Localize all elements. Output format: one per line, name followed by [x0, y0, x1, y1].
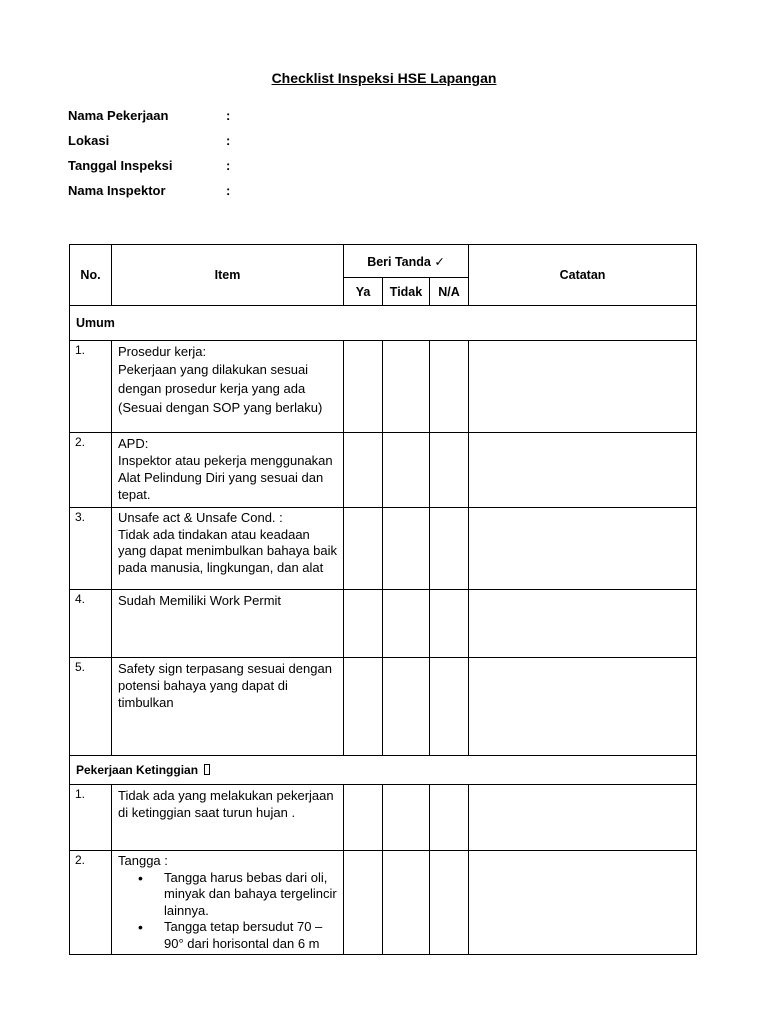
- header-catatan: Catatan: [469, 245, 697, 306]
- row-item: [112, 851, 344, 955]
- ya-cell[interactable]: [344, 785, 383, 851]
- meta-label: Nama Inspektor: [68, 183, 166, 198]
- meta-colon: :: [226, 183, 231, 198]
- document-title: Checklist Inspeksi HSE Lapangan: [271, 70, 497, 86]
- table-row: [70, 433, 697, 508]
- item-text: Sudah Memiliki Work Permit: [118, 593, 282, 608]
- section-title-cell: [70, 756, 697, 785]
- item-heading: Unsafe act & Unsafe Cond. :: [118, 510, 283, 525]
- section-title: Pekerjaan Ketinggian: [76, 763, 199, 777]
- placeholder-box-icon: [204, 764, 210, 775]
- meta-colon: :: [226, 133, 231, 148]
- item-text: Tidak ada tindakan atau keadaan yang dapat menimbulkan bahaya baik pada manusia, lingkungan, dan alat: [118, 526, 337, 575]
- item-heading: APD:: [118, 436, 149, 451]
- meta-label: Tanggal Inspeksi: [68, 158, 173, 173]
- catatan-cell[interactable]: [469, 508, 697, 590]
- header-tidak: Tidak: [383, 278, 430, 306]
- tidak-cell[interactable]: [383, 341, 430, 433]
- table-row: [70, 590, 697, 658]
- catatan-cell[interactable]: [469, 341, 697, 433]
- item-text: Pekerjaan yang dilakukan sesuai dengan prosedur kerja yang ada (Sesuai dengan SOP yang berlaku): [118, 362, 323, 415]
- section-row: [70, 306, 697, 341]
- ya-cell[interactable]: [344, 851, 383, 955]
- meta-row-nama-pekerjaan: [68, 108, 236, 133]
- bullet-list: [118, 870, 339, 953]
- row-item: [112, 785, 344, 851]
- na-cell[interactable]: [430, 658, 469, 756]
- tidak-cell[interactable]: [383, 658, 430, 756]
- catatan-cell[interactable]: [469, 433, 697, 508]
- na-cell[interactable]: [430, 433, 469, 508]
- header-item: Item: [112, 245, 344, 306]
- item-text: Tidak ada yang melakukan pekerjaan di ketinggian saat turun hujan .: [118, 788, 334, 820]
- ya-cell[interactable]: [344, 341, 383, 433]
- row-number: 4.: [70, 590, 112, 658]
- ya-cell[interactable]: [344, 658, 383, 756]
- meta-row-tanggal-inspeksi: [68, 158, 236, 183]
- header-na: N/A: [430, 278, 469, 306]
- meta-row-lokasi: [68, 133, 236, 158]
- row-item: [112, 341, 344, 433]
- row-number: 1.: [70, 785, 112, 851]
- row-item: [112, 508, 344, 590]
- ya-cell[interactable]: [344, 590, 383, 658]
- row-number: 2.: [70, 851, 112, 955]
- meta-fields: [68, 108, 236, 208]
- tidak-cell[interactable]: [383, 433, 430, 508]
- item-heading: Prosedur kerja:: [118, 344, 207, 359]
- tidak-cell[interactable]: [383, 590, 430, 658]
- header-beri-tanda: [344, 245, 469, 278]
- checkmark-icon: ✓: [434, 254, 445, 269]
- row-number: 2.: [70, 433, 112, 508]
- meta-colon: :: [226, 108, 231, 123]
- table-row: [70, 658, 697, 756]
- table-row: [70, 785, 697, 851]
- ya-cell[interactable]: [344, 433, 383, 508]
- na-cell[interactable]: [430, 851, 469, 955]
- section-title: Umum: [70, 306, 697, 341]
- row-number: 1.: [70, 341, 112, 433]
- row-number: 3.: [70, 508, 112, 590]
- table-row: [70, 508, 697, 590]
- catatan-cell[interactable]: [469, 851, 697, 955]
- catatan-cell[interactable]: [469, 785, 697, 851]
- catatan-cell[interactable]: [469, 658, 697, 756]
- catatan-cell[interactable]: [469, 590, 697, 658]
- section-row: [70, 756, 697, 785]
- checklist-table: [69, 244, 697, 955]
- row-item: [112, 433, 344, 508]
- table-row: [70, 851, 697, 955]
- na-cell[interactable]: [430, 785, 469, 851]
- tidak-cell[interactable]: [383, 785, 430, 851]
- header-beri-tanda-label: Beri Tanda: [367, 254, 431, 269]
- na-cell[interactable]: [430, 341, 469, 433]
- ya-cell[interactable]: [344, 508, 383, 590]
- row-number: 5.: [70, 658, 112, 756]
- tidak-cell[interactable]: [383, 851, 430, 955]
- na-cell[interactable]: [430, 590, 469, 658]
- item-text: Safety sign terpasang sesuai dengan potensi bahaya yang dapat di timbulkan: [118, 661, 332, 710]
- item-heading: Tangga :: [118, 853, 168, 868]
- row-item: [112, 658, 344, 756]
- header-ya: Ya: [344, 278, 383, 306]
- row-item: [112, 590, 344, 658]
- table-row: [70, 341, 697, 433]
- list-item: • Tangga harus bebas dari oli, minyak dan bahaya tergelincir lainnya.: [138, 870, 339, 920]
- header-no: No.: [70, 245, 112, 306]
- meta-row-nama-inspektor: [68, 183, 236, 208]
- meta-colon: :: [226, 158, 231, 173]
- meta-label: Nama Pekerjaan: [68, 108, 169, 123]
- na-cell[interactable]: [430, 508, 469, 590]
- tidak-cell[interactable]: [383, 508, 430, 590]
- meta-label: Lokasi: [68, 133, 110, 148]
- item-text: Inspektor atau pekerja menggunakan Alat Pelindung Diri yang sesuai dan tepat.: [118, 453, 333, 502]
- list-item: • Tangga tetap bersudut 70 – 90° dari horisontal dan 6 m: [138, 919, 339, 952]
